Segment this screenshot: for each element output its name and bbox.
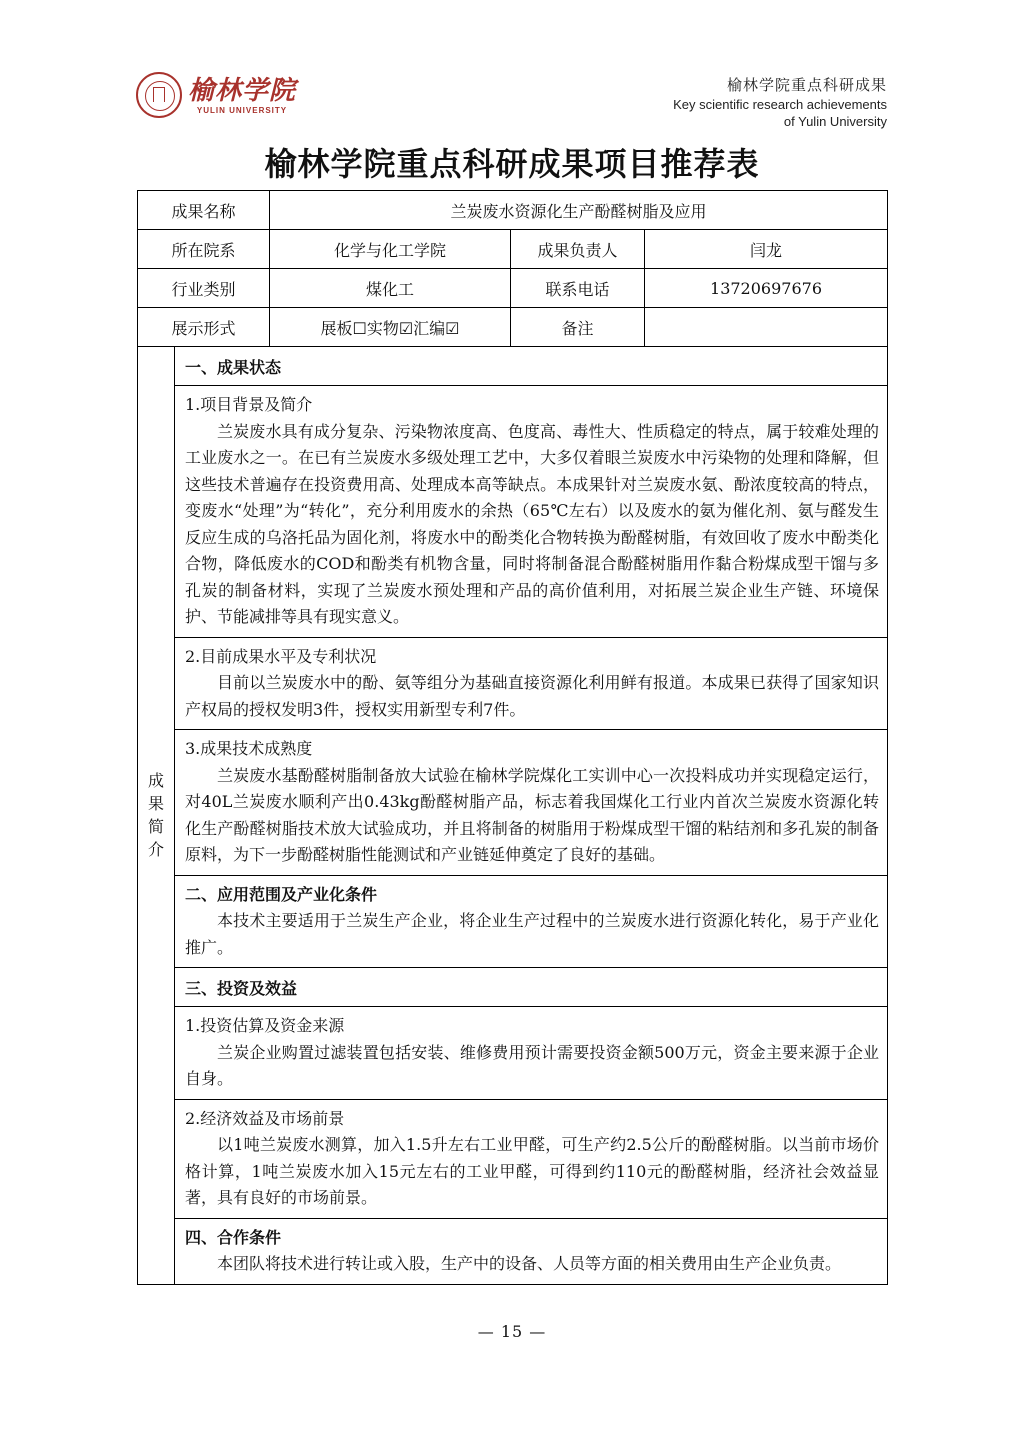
table-row	[138, 968, 888, 1007]
page-title: 榆林学院重点科研成果项目推荐表	[264, 145, 760, 183]
section-block	[175, 730, 888, 876]
page-header	[0, 0, 1024, 140]
dept-label: 所在院系	[138, 230, 270, 269]
subsection-title: 2.目前成果水平及专利状况	[185, 646, 377, 666]
table-row	[138, 347, 888, 386]
table-row	[138, 875, 888, 968]
display-label: 展示形式	[138, 308, 270, 347]
university-logo	[136, 72, 296, 118]
subsection-title: 3.成果技术成熟度	[185, 739, 313, 758]
paragraph: 兰炭废水基酚醛树脂制备放大试验在榆林学院煤化工实训中心一次投料成功并实现稳定运行，对40L兰炭废水顺利产出0.43kg酚醛树脂产品，标志着我国煤化工行业内首次兰炭废水资源化转化生产酚醛树脂技术放大试验成功，并且将制备的树脂用于粉煤成型干馏的粘结剂和多孔炭的制备原料，为下一步酚醛树脂性能测试和产业链延伸奠定了良好的基础。	[185, 765, 880, 864]
header-caption-en-1: Key scientific research achievements	[673, 97, 887, 112]
subsection-title: 1.项目背景及简介	[185, 395, 313, 414]
paragraph: 兰炭废水具有成分复杂、污染物浓度高、色度高、毒性大、性质稳定的特点，属于较难处理的工业废水之一。在已有兰炭废水多级处理工艺中，大多仅着眼兰炭废水中污染物的处理和降解，但这些技术普遍存在投资费用高、处理成本高等缺点。本成果针对兰炭废水氨、酚浓度较高的特点，变废水“处理”为“转化”，充分利用废水的余热（65℃左右）以及废水的氨为催化剂、氨与醛发生反应生成的乌洛托品为固化剂，将废水中的酚类化合物转换为酚醛树脂，有效回收了废水中酚类化合物，降低废水的COD和酚类有机物含量，同时将制备混合酚醛树脂用作黏合粉煤成型干馏与多孔炭的制备材料，实现了兰炭废水预处理和产品的高价值利用，对拓展兰炭企业生产链、环境保护、节能减排等具有现实意义。	[185, 421, 880, 626]
paragraph: 本技术主要适用于兰炭生产企业，将企业生产过程中的兰炭废水进行资源化转化，易于产业化推广。	[185, 911, 880, 957]
section-heading: 三、投资及效益	[175, 968, 888, 1007]
university-seal-icon	[136, 72, 182, 118]
section-block	[175, 1099, 888, 1218]
page-number: — 15 —	[477, 1322, 547, 1341]
table-row	[138, 730, 888, 876]
section-block	[175, 1218, 888, 1284]
paragraph: 兰炭企业购置过滤装置包括安装、维修费用预计需要投资金额500万元，资金主要来源于企业自身。	[185, 1042, 880, 1088]
phone-label: 联系电话	[511, 269, 645, 308]
remark-label: 备注	[511, 308, 645, 347]
table-row	[138, 637, 888, 730]
recommendation-table	[137, 190, 888, 1285]
section-block	[175, 386, 888, 638]
table-row	[138, 386, 888, 638]
logo-english-name: YULIN UNIVERSITY	[196, 105, 288, 115]
industry-value: 煤化工	[270, 269, 511, 308]
table-row	[138, 1007, 888, 1100]
subsection-title: 1.投资估算及资金来源	[185, 1016, 345, 1035]
table-row	[138, 308, 888, 347]
section-heading: 二、应用范围及产业化条件	[185, 884, 378, 904]
name-value: 兰炭废水资源化生产酚醛树脂及应用	[270, 191, 888, 230]
table-row	[138, 1218, 888, 1284]
leader-label: 成果负责人	[511, 230, 645, 269]
table-row	[138, 1099, 888, 1218]
table-row	[138, 269, 888, 308]
paragraph: 本团队将技术进行转让或入股，生产中的设备、人员等方面的相关费用由生产企业负责。	[217, 1254, 842, 1273]
name-label: 成果名称	[138, 191, 270, 230]
remark-value	[645, 308, 888, 347]
phone-value: 13720697676	[645, 269, 888, 308]
table-row	[138, 191, 888, 230]
subsection-title: 2.经济效益及市场前景	[185, 1108, 345, 1128]
section-block	[175, 1007, 888, 1100]
section-block	[175, 875, 888, 968]
header-caption	[673, 76, 887, 130]
header-caption-cn: 榆林学院重点科研成果	[726, 77, 887, 94]
header-caption-en-2: of Yulin University	[783, 114, 887, 129]
section-block	[175, 637, 888, 730]
side-label: 成 果 简 介	[138, 347, 175, 1285]
section-heading: 四、合作条件	[185, 1227, 282, 1247]
paragraph: 目前以兰炭废水中的酚、氨等组分为基础直接资源化利用鲜有报道。本成果已获得了国家知识产权局的授权发明3件，授权实用新型专利7件。	[185, 673, 880, 719]
industry-label: 行业类别	[138, 269, 270, 308]
dept-value: 化学与化工学院	[270, 230, 511, 269]
leader-value: 闫龙	[645, 230, 888, 269]
display-value: 展板☐实物☑汇编☑	[270, 308, 511, 347]
section-heading: 一、成果状态	[175, 347, 888, 386]
logo-chinese-name: 榆林学院	[188, 75, 297, 106]
paragraph: 以1吨兰炭废水测算，加入1.5升左右工业甲醛，可生产约2.5公斤的酚醛树脂。以当前市场价格计算，1吨兰炭废水加入15元左右的工业甲醛，可得到约110元的酚醛树脂，经济社会效益显著，具有良好的市场前景。	[185, 1135, 880, 1207]
table-row	[138, 230, 888, 269]
